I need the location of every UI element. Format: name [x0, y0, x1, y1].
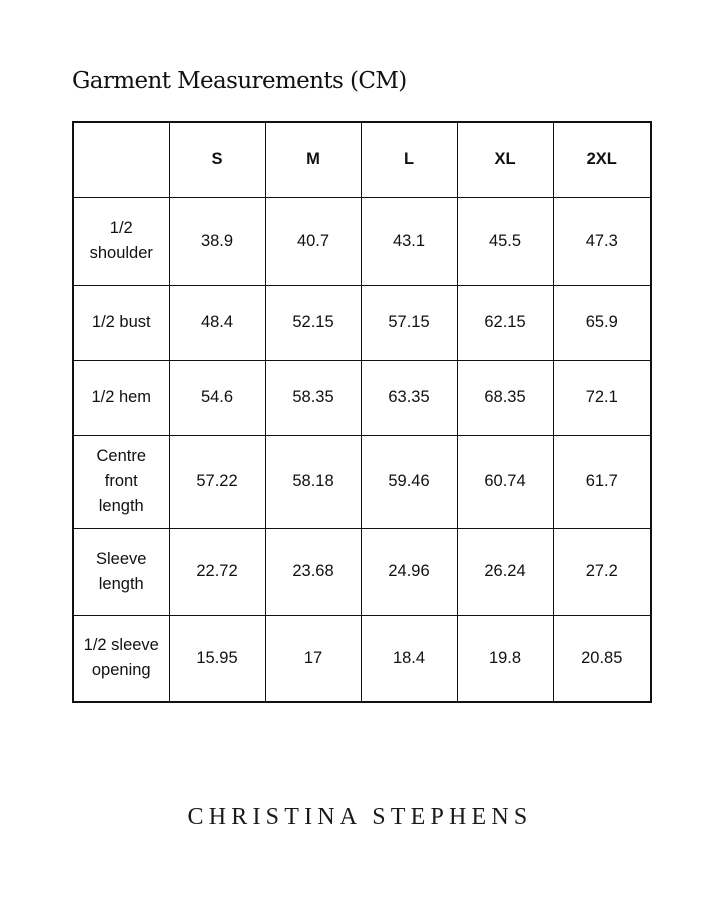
header-cell-l: L	[361, 122, 457, 197]
table-cell: 48.4	[169, 285, 265, 360]
table-cell: 58.18	[265, 435, 361, 528]
page-title: Garment Measurements (CM)	[72, 68, 407, 94]
table-row	[73, 528, 651, 615]
table-cell: 40.7	[265, 197, 361, 285]
table-cell: 57.15	[361, 285, 457, 360]
table-cell: 59.46	[361, 435, 457, 528]
table-cell: 57.22	[169, 435, 265, 528]
header-cell-m: M	[265, 122, 361, 197]
table-row	[73, 197, 651, 285]
table-cell: 20.85	[553, 615, 651, 702]
table-cell: 68.35	[457, 360, 553, 435]
header-cell-xl: XL	[457, 122, 553, 197]
table-cell: 60.74	[457, 435, 553, 528]
table-cell: 15.95	[169, 615, 265, 702]
table-row	[73, 615, 651, 702]
table-cell: 63.35	[361, 360, 457, 435]
header-cell-empty	[73, 122, 169, 197]
table-cell: 19.8	[457, 615, 553, 702]
table-cell: 54.6	[169, 360, 265, 435]
row-label: Sleeve length	[73, 528, 169, 615]
table-cell: 72.1	[553, 360, 651, 435]
measurement-table	[72, 121, 652, 703]
table-cell: 18.4	[361, 615, 457, 702]
table-cell: 23.68	[265, 528, 361, 615]
row-label: 1/2 shoulder	[73, 197, 169, 285]
table-cell: 61.7	[553, 435, 651, 528]
table-cell: 52.15	[265, 285, 361, 360]
table-cell: 17	[265, 615, 361, 702]
table-cell: 22.72	[169, 528, 265, 615]
table-cell: 65.9	[553, 285, 651, 360]
table-cell: 27.2	[553, 528, 651, 615]
row-label: Centre front length	[73, 435, 169, 528]
table-cell: 43.1	[361, 197, 457, 285]
table-cell: 62.15	[457, 285, 553, 360]
brand-wordmark: CHRISTINA STEPHENS	[187, 804, 533, 830]
row-label: 1/2 hem	[73, 360, 169, 435]
header-cell-2xl: 2XL	[553, 122, 651, 197]
table-cell: 47.3	[553, 197, 651, 285]
table-cell: 24.96	[361, 528, 457, 615]
header-cell-s: S	[169, 122, 265, 197]
row-label: 1/2 bust	[73, 285, 169, 360]
row-label: 1/2 sleeve opening	[73, 615, 169, 702]
table-cell: 26.24	[457, 528, 553, 615]
table-row	[73, 285, 651, 360]
table-cell: 45.5	[457, 197, 553, 285]
table-row	[73, 435, 651, 528]
table-cell: 38.9	[169, 197, 265, 285]
table-header-row	[73, 122, 651, 197]
table-row	[73, 360, 651, 435]
table-cell: 58.35	[265, 360, 361, 435]
